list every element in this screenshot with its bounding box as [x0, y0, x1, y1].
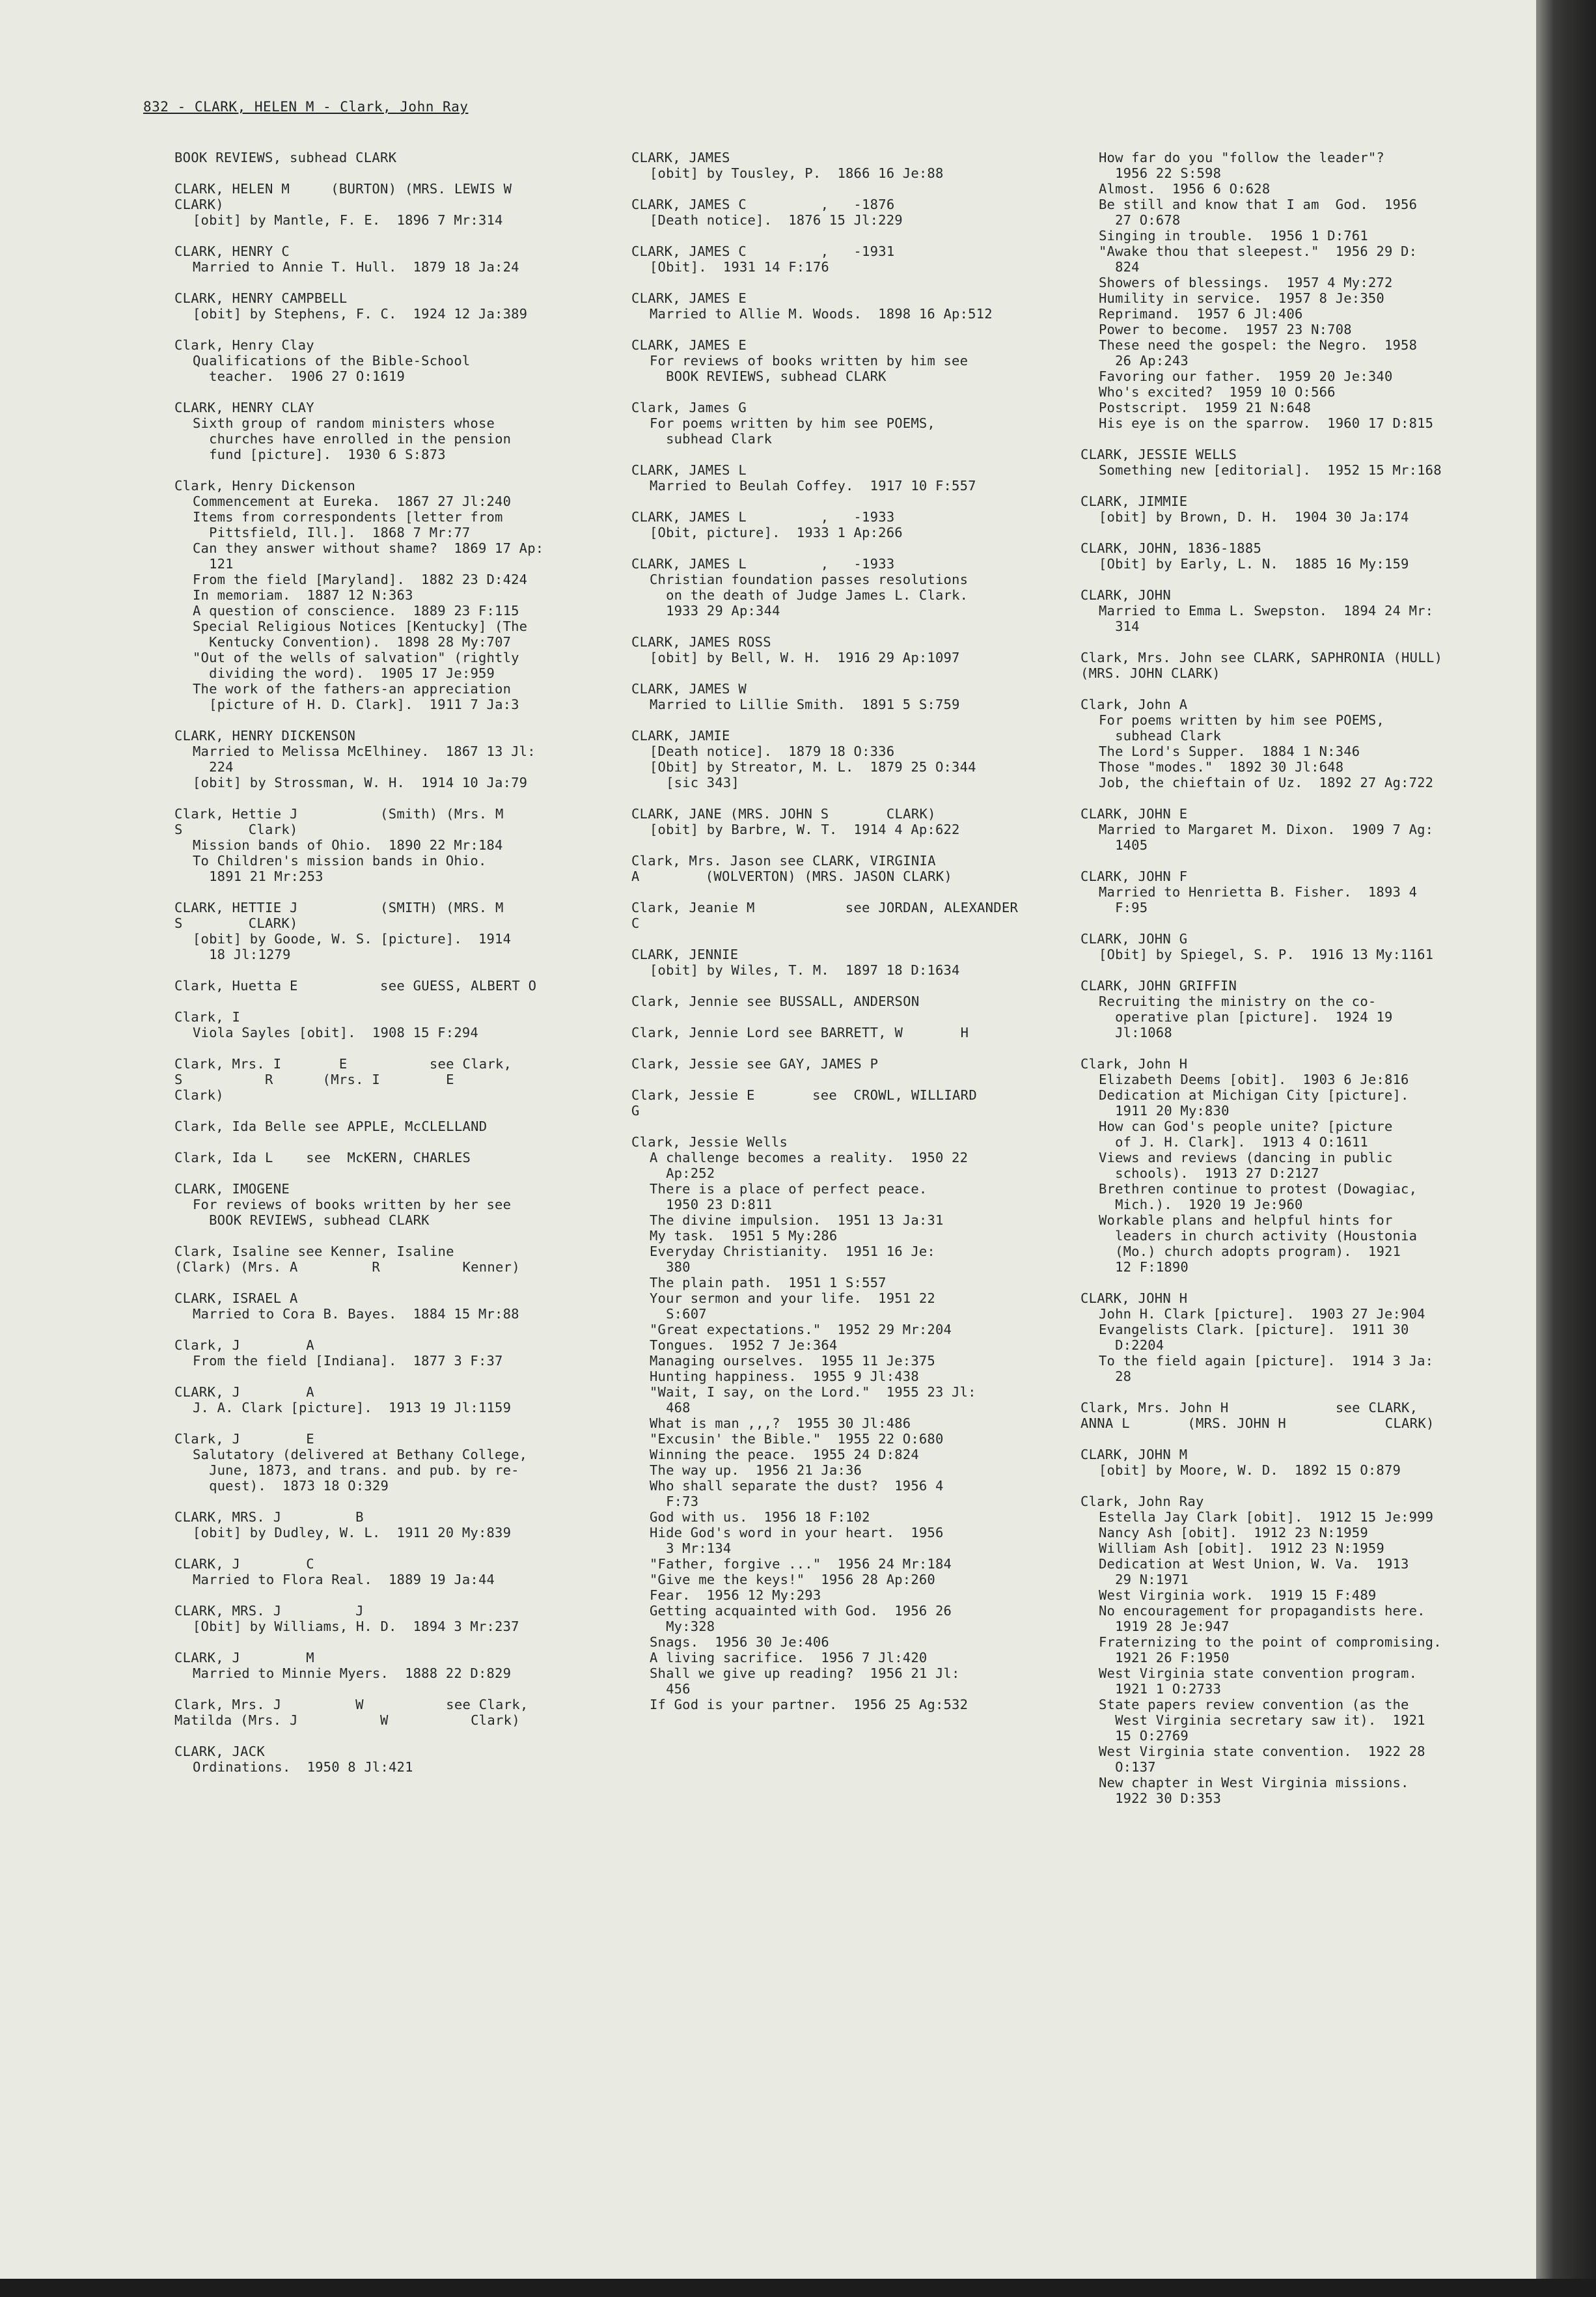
entry-citation: If God is your partner. 1956 25 Ag:532: [650, 1697, 969, 1712]
entry-citation: To Children's mission bands in Ohio. 1891 21 Mr:253: [193, 853, 487, 884]
entry-citation: Dedication at West Union, W. Va. 1913 29 N:1971: [1099, 1556, 1409, 1587]
entry-heading: Clark, I: [174, 1009, 241, 1025]
index-entry: [631, 1025, 1061, 1040]
entry-citation: The plain path. 1951 1 S:557: [650, 1275, 887, 1290]
entry-heading: CLARK, JOHN: [1080, 587, 1172, 603]
index-entry: [1080, 447, 1517, 478]
entry-citation: [obit] by Goode, W. S. [picture]. 1914 18 Jl:1279: [193, 931, 512, 962]
entry-heading: CLARK, J C: [174, 1556, 314, 1572]
index-entry: [631, 1134, 1061, 1712]
index-entry: [1080, 150, 1517, 431]
index-entry: [174, 1056, 604, 1103]
entry-heading: Clark, Jennie see BUSSALL, ANDERSON: [631, 994, 920, 1009]
entry-citation: Snags. 1956 30 Je:406: [650, 1634, 829, 1650]
index-entry: [631, 681, 1061, 712]
entry-heading: CLARK, JAMES C , -1931: [631, 244, 895, 259]
entry-citation: A challenge becomes a reality. 1950 22 Ap:252: [650, 1150, 969, 1181]
index-entry: [1080, 650, 1517, 681]
entry-heading: Clark, James G: [631, 400, 747, 415]
entry-heading: CLARK, JAMES W: [631, 681, 747, 697]
entry-citation: [obit] by Barbre, W. T. 1914 4 Ap:622: [650, 822, 960, 837]
index-entry: [631, 634, 1061, 665]
entry-heading: Clark, John A: [1080, 697, 1188, 712]
entry-citation: Salutatory (delivered at Bethany College, June, 1873, and trans. and pub. by re- quest). 1873 18 O:329: [193, 1447, 528, 1494]
entry-heading: CLARK, J M: [174, 1650, 314, 1665]
entry-heading: CLARK, JAMES C , -1876: [631, 197, 895, 212]
entry-citation: His eye is on the sparrow. 1960 17 D:815: [1099, 415, 1434, 431]
entry-citation: Married to Beulah Coffey. 1917 10 F:557: [650, 478, 976, 494]
entry-heading: Clark, Isaline see Kenner, Isaline (Clark) (Mrs. A R Kenner): [174, 1244, 520, 1275]
index-entry: [1080, 540, 1517, 572]
entry-heading: Clark, Ida Belle see APPLE, McCLELLAND: [174, 1119, 488, 1134]
entry-citation: Reprimand. 1957 6 Jl:406: [1099, 306, 1303, 322]
entry-heading: CLARK, JAMES E: [631, 337, 747, 353]
entry-citation: Commencement at Eureka. 1867 27 Jl:240: [193, 494, 512, 509]
index-entry: [174, 1384, 604, 1415]
entry-citation: For reviews of books written by him see BOOK REVIEWS, subhead CLARK: [650, 353, 969, 384]
entry-heading: Clark, Jessie E see CROWL, WILLIARD G: [631, 1087, 977, 1119]
entry-citation: Recruiting the ministry on the co- operative plan [picture]. 1924 19 Jl:1068: [1099, 994, 1393, 1040]
entry-citation: Christian foundation passes resolutions on the death of Judge James L. Clark. 1933 29 Ap:344: [650, 572, 969, 619]
index-entry: [631, 462, 1061, 494]
entry-citation: West Virginia work. 1919 15 F:489: [1099, 1587, 1377, 1603]
entry-citation: [obit] by Stephens, F. C. 1924 12 Ja:389: [193, 306, 528, 322]
entry-citation: Views and reviews (dancing in public schools). 1913 27 D:2127: [1099, 1150, 1393, 1181]
entry-heading: CLARK, JOHN GRIFFIN: [1080, 978, 1237, 994]
entry-heading: CLARK, JOHN F: [1080, 869, 1188, 884]
entry-citation: Special Religious Notices [Kentucky] (The Kentucky Convention). 1898 28 My:707: [193, 619, 528, 650]
entry-citation: "Give me the keys!" 1956 28 Ap:260: [650, 1572, 935, 1587]
entry-citation: The Lord's Supper. 1884 1 N:346: [1099, 744, 1360, 759]
entry-citation: Those "modes." 1892 30 Jl:648: [1099, 759, 1344, 775]
entry-heading: Clark, Hettie J (Smith) (Mrs. M S Clark): [174, 806, 504, 837]
entry-heading: CLARK, JAMES L , -1933: [631, 509, 895, 525]
entry-citation: [obit] by Dudley, W. L. 1911 20 My:839: [193, 1525, 512, 1540]
entry-heading: CLARK, JOHN M: [1080, 1447, 1188, 1462]
index-entry: [174, 181, 604, 228]
index-entry: [174, 244, 604, 275]
index-entry: [631, 556, 1061, 619]
entry-citation: [obit] by Wiles, T. M. 1897 18 D:1634: [650, 962, 960, 978]
entry-heading: CLARK, J A: [174, 1384, 314, 1400]
entry-heading: CLARK, MRS. J B: [174, 1509, 364, 1525]
entry-citation: "Out of the wells of salvation" (rightly dividing the word). 1905 17 Je:959: [193, 650, 519, 681]
entry-citation: Elizabeth Deems [obit]. 1903 6 Je:816: [1099, 1072, 1409, 1087]
index-entry: [174, 728, 604, 790]
entry-citation: [obit] by Bell, W. H. 1916 29 Ap:1097: [650, 650, 960, 665]
entry-citation: A living sacrifice. 1956 7 Jl:420: [650, 1650, 928, 1665]
index-entry: [174, 1244, 604, 1275]
entry-citation: Ordinations. 1950 8 Jl:421: [193, 1759, 413, 1775]
entry-citation: Hide God's word in your heart. 1956 3 Mr:134: [650, 1525, 944, 1556]
entry-citation: There is a place of perfect peace. 1950 23 D:811: [650, 1181, 928, 1212]
entry-citation: Nancy Ash [obit]. 1912 23 N:1959: [1099, 1525, 1368, 1540]
entry-heading: Clark, Henry Clay: [174, 337, 314, 353]
entry-citation: [Obit] by Spiegel, S. P. 1916 13 My:1161: [1099, 947, 1434, 962]
entry-citation: "Awake thou that sleepest." 1956 29 D: 824: [1099, 244, 1418, 275]
entry-citation: [Death notice]. 1879 18 O:336: [650, 744, 895, 759]
entry-citation: Married to Melissa McElhiney. 1867 13 Jl: 224: [193, 744, 536, 775]
index-entry: [174, 1431, 604, 1494]
index-column-1: [174, 150, 604, 1790]
entry-citation: [obit] by Tousley, P. 1866 16 Je:88: [650, 165, 944, 181]
entry-citation: For poems written by him see POEMS, subhead Clark: [1099, 712, 1384, 744]
entry-heading: CLARK, JACK: [174, 1744, 266, 1759]
entry-citation: God with us. 1956 18 F:102: [650, 1509, 870, 1525]
entry-citation: [Obit] by Streator, M. L. 1879 25 O:344 [sic 343]: [650, 759, 976, 790]
entry-heading: CLARK, JESSIE WELLS: [1080, 447, 1237, 462]
entry-citation: [Obit, picture]. 1933 1 Ap:266: [650, 525, 903, 540]
entry-citation: Married to Allie M. Woods. 1898 16 Ap:512: [650, 306, 993, 322]
entry-citation: Shall we give up reading? 1956 21 Jl: 456: [650, 1665, 960, 1697]
index-entry: [174, 978, 604, 994]
index-entry: [1080, 587, 1517, 634]
entry-heading: CLARK, JANE (MRS. JOHN S CLARK): [631, 806, 936, 822]
index-entry: [1080, 494, 1517, 525]
entry-citation: "Father, forgive ..." 1956 24 Mr:184: [650, 1556, 952, 1572]
entry-citation: Managing ourselves. 1955 11 Je:375: [650, 1353, 935, 1369]
entry-citation: Postscript. 1959 21 N:648: [1099, 400, 1312, 415]
index-entry: [174, 1744, 604, 1775]
entry-heading: CLARK, JAMES ROSS: [631, 634, 771, 650]
index-entry: [631, 337, 1061, 384]
entry-citation: Winning the peace. 1955 24 D:824: [650, 1447, 919, 1462]
entry-heading: CLARK, JENNIE: [631, 947, 739, 962]
entry-citation: Married to Minnie Myers. 1888 22 D:829: [193, 1665, 512, 1681]
entry-citation: Evangelists Clark. [picture]. 1911 30 D:2204: [1099, 1322, 1409, 1353]
entry-citation: Married to Emma L. Swepston. 1894 24 Mr: 314: [1099, 603, 1434, 634]
entry-citation: Estella Jay Clark [obit]. 1912 15 Je:999: [1099, 1509, 1434, 1525]
entry-citation: West Virginia state convention. 1922 28 O:137: [1099, 1744, 1425, 1775]
entry-citation: Job, the chieftain of Uz. 1892 27 Ag:722: [1099, 775, 1434, 790]
index-entry: [631, 1056, 1061, 1072]
entry-heading: CLARK, HELEN M (BURTON) (MRS. LEWIS W CLARK): [174, 181, 512, 212]
index-entry: [1080, 806, 1517, 853]
index-entry: [174, 1603, 604, 1634]
entry-citation: Humility in service. 1957 8 Je:350: [1099, 290, 1384, 306]
entry-citation: [obit] by Mantle, F. E. 1896 7 Mr:314: [193, 212, 503, 228]
entry-citation: Who's excited? 1959 10 O:566: [1099, 384, 1336, 400]
index-entry: [631, 400, 1061, 447]
index-entry: [174, 1337, 604, 1369]
index-column-3: [1080, 150, 1517, 1822]
entry-citation: Sixth group of random ministers whose churches have enrolled in the pension fund [picture]. 1930 6 S:873: [193, 415, 512, 462]
index-entry: [174, 1697, 604, 1728]
entry-citation: [obit] by Moore, W. D. 1892 15 O:879: [1099, 1462, 1401, 1478]
entry-heading: Clark, Jeanie M see JORDAN, ALEXANDER C: [631, 900, 1019, 931]
entry-heading: CLARK, ISRAEL A: [174, 1290, 298, 1306]
entry-heading: CLARK, JOHN E: [1080, 806, 1188, 822]
entry-heading: BOOK REVIEWS, subhead CLARK: [174, 150, 397, 165]
entry-citation: The divine impulsion. 1951 13 Ja:31: [650, 1212, 944, 1228]
entry-heading: CLARK, JIMMIE: [1080, 494, 1188, 509]
entry-citation: For reviews of books written by her see BOOK REVIEWS, subhead CLARK: [193, 1197, 512, 1228]
entry-citation: Almost. 1956 6 O:628: [1099, 181, 1271, 197]
index-entry: [174, 337, 604, 384]
entry-citation: Items from correspondents [letter from Pittsfield, Ill.]. 1868 7 Mr:77: [193, 509, 503, 540]
entry-citation: [Death notice]. 1876 15 Jl:229: [650, 212, 903, 228]
entry-citation: Be still and know that I am God. 1956 27 O:678: [1099, 197, 1418, 228]
entry-heading: Clark, John Ray: [1080, 1494, 1204, 1509]
index-entry: [1080, 1494, 1517, 1806]
entry-citation: Showers of blessings. 1957 4 My:272: [1099, 275, 1393, 290]
entry-heading: CLARK, JOHN, 1836-1885: [1080, 540, 1262, 556]
index-entry: [631, 1087, 1061, 1119]
entry-heading: Clark, Jessie see GAY, JAMES P: [631, 1056, 879, 1072]
entry-heading: Clark, Ida L see McKERN, CHARLES: [174, 1150, 471, 1165]
entry-citation: A question of conscience. 1889 23 F:115: [193, 603, 519, 619]
entry-citation: The work of the fathers-an appreciation [picture of H. D. Clark]. 1911 7 Ja:3: [193, 681, 519, 712]
index-entry: [174, 1009, 604, 1040]
index-entry: [1080, 1056, 1517, 1275]
entry-citation: Your sermon and your life. 1951 22 S:607: [650, 1290, 935, 1322]
entry-heading: Clark, J A: [174, 1337, 314, 1353]
entry-citation: Married to Lillie Smith. 1891 5 S:759: [650, 697, 960, 712]
index-entry: [174, 290, 604, 322]
entry-citation: From the field [Indiana]. 1877 3 F:37: [193, 1353, 503, 1369]
index-entry: [174, 1556, 604, 1587]
index-entry: [174, 806, 604, 884]
index-entry: [631, 853, 1061, 884]
entry-citation: Favoring our father. 1959 20 Je:340: [1099, 369, 1393, 384]
index-entry: [174, 150, 604, 165]
index-entry: [174, 1150, 604, 1165]
entry-citation: State papers review convention (as the West Virginia secretary saw it). 1921 15 O:2769: [1099, 1697, 1425, 1744]
index-entry: [631, 150, 1061, 181]
entry-citation: From the field [Maryland]. 1882 23 D:424: [193, 572, 528, 587]
scanner-bottom-band: [0, 2279, 1596, 2297]
entry-heading: Clark, Mrs. I E see Clark, S R (Mrs. I E Clark): [174, 1056, 512, 1103]
entry-heading: Clark, Jessie Wells: [631, 1134, 788, 1150]
entry-citation: Married to Flora Real. 1889 19 Ja:44: [193, 1572, 495, 1587]
entry-heading: CLARK, HENRY C: [174, 244, 290, 259]
entry-citation: My task. 1951 5 My:286: [650, 1228, 838, 1244]
entry-citation: [obit] by Brown, D. H. 1904 30 Ja:174: [1099, 509, 1409, 525]
index-entry: [631, 806, 1061, 837]
entry-citation: How far do you "follow the leader"? 1956 22 S:598: [1099, 150, 1384, 181]
entry-citation: Married to Henrietta B. Fisher. 1893 4 F:95: [1099, 884, 1418, 915]
entry-heading: Clark, John H: [1080, 1056, 1188, 1072]
index-entry: [1080, 1447, 1517, 1478]
entry-citation: Can they answer without shame? 1869 17 Ap: 121: [193, 540, 544, 572]
index-column-2: [631, 150, 1061, 1728]
entry-heading: CLARK, JAMES L: [631, 462, 747, 478]
index-entry: [631, 244, 1061, 275]
entry-heading: CLARK, MRS. J J: [174, 1603, 364, 1619]
entry-citation: Brethren continue to protest (Dowagiac, Mich.). 1920 19 Je:960: [1099, 1181, 1418, 1212]
entry-heading: CLARK, JAMES: [631, 150, 730, 165]
entry-citation: "Excusin' the Bible." 1955 22 O:680: [650, 1431, 944, 1447]
entry-citation: Married to Cora B. Bayes. 1884 15 Mr:88: [193, 1306, 519, 1322]
entry-citation: Viola Sayles [obit]. 1908 15 F:294: [193, 1025, 478, 1040]
entry-citation: Power to become. 1957 23 N:708: [1099, 322, 1352, 337]
entry-heading: Clark, Mrs. Jason see CLARK, VIRGINIA A (WOLVERTON) (MRS. JASON CLARK): [631, 853, 953, 884]
index-entry: [1080, 1400, 1517, 1431]
page-header: 832 - CLARK, HELEN M - Clark, John Ray: [143, 99, 469, 115]
entry-citation: Getting acquainted with God. 1956 26 My:328: [650, 1603, 952, 1634]
entry-citation: West Virginia state convention program. 1921 1 O:2733: [1099, 1665, 1418, 1697]
entry-heading: CLARK, HENRY CLAY: [174, 400, 314, 415]
index-entry: [631, 947, 1061, 978]
entry-citation: Workable plans and helpful hints for leaders in church activity (Houstonia (Mo.) church adopts program). 1921 12 F:1890: [1099, 1212, 1418, 1275]
entry-citation: New chapter in West Virginia missions. 1922 30 D:353: [1099, 1775, 1409, 1806]
entry-citation: Something new [editorial]. 1952 15 Mr:168: [1099, 462, 1442, 478]
index-entry: [174, 1650, 604, 1681]
entry-citation: Tongues. 1952 7 Je:364: [650, 1337, 838, 1353]
entry-heading: CLARK, JOHN G: [1080, 931, 1188, 947]
entry-citation: Who shall separate the dust? 1956 4 F:73: [650, 1478, 944, 1509]
entry-citation: "Wait, I say, on the Lord." 1955 23 Jl: 468: [650, 1384, 976, 1415]
index-entry: [174, 1119, 604, 1134]
entry-citation: [Obit] by Early, L. N. 1885 16 My:159: [1099, 556, 1409, 572]
index-entry: [1080, 931, 1517, 962]
entry-citation: Dedication at Michigan City [picture]. 1911 20 My:830: [1099, 1087, 1409, 1119]
entry-heading: CLARK, HENRY CAMPBELL: [174, 290, 348, 306]
entry-heading: CLARK, IMOGENE: [174, 1181, 290, 1197]
index-entry: [1080, 1290, 1517, 1384]
entry-citation: Married to Annie T. Hull. 1879 18 Ja:24: [193, 259, 519, 275]
index-entry: [631, 290, 1061, 322]
entry-citation: Fear. 1956 12 My:293: [650, 1587, 821, 1603]
entry-citation: William Ash [obit]. 1912 23 N:1959: [1099, 1540, 1384, 1556]
index-entry: [631, 197, 1061, 228]
entry-citation: Qualifications of the Bible-School teacher. 1906 27 O:1619: [193, 353, 471, 384]
index-entry: [174, 478, 604, 712]
entry-citation: How can God's people unite? [picture of J. H. Clark]. 1913 4 O:1611: [1099, 1119, 1393, 1150]
entry-citation: J. A. Clark [picture]. 1913 19 Jl:1159: [193, 1400, 512, 1415]
entry-citation: These need the gospel: the Negro. 1958 26 Ap:243: [1099, 337, 1418, 369]
entry-heading: Clark, Mrs. J W see Clark, Matilda (Mrs. J W Clark): [174, 1697, 529, 1728]
entry-citation: Everyday Christianity. 1951 16 Je: 380: [650, 1244, 935, 1275]
entry-citation: The way up. 1956 21 Ja:36: [650, 1462, 862, 1478]
index-entry: [174, 1181, 604, 1228]
entry-heading: CLARK, JAMES E: [631, 290, 747, 306]
entry-heading: CLARK, JAMES L , -1933: [631, 556, 895, 572]
entry-heading: Clark, J E: [174, 1431, 314, 1447]
entry-citation: Married to Margaret M. Dixon. 1909 7 Ag: 1405: [1099, 822, 1434, 853]
entry-citation: Singing in trouble. 1956 1 D:761: [1099, 228, 1368, 244]
page-edge-shadow: [1536, 0, 1596, 2297]
entry-heading: Clark, Mrs. John H see CLARK, ANNA L (MRS. JOHN H CLARK): [1080, 1400, 1435, 1431]
index-entry: [174, 400, 604, 462]
index-entry: [174, 1509, 604, 1540]
index-entry: [1080, 697, 1517, 790]
entry-citation: What is man ,,,? 1955 30 Jl:486: [650, 1415, 911, 1431]
index-entry: [1080, 978, 1517, 1040]
entry-heading: Clark, Huetta E see GUESS, ALBERT O: [174, 978, 537, 994]
entry-citation: "Great expectations." 1952 29 Mr:204: [650, 1322, 952, 1337]
entry-citation: John H. Clark [picture]. 1903 27 Je:904: [1099, 1306, 1425, 1322]
entry-citation: Hunting happiness. 1955 9 Jl:438: [650, 1369, 919, 1384]
index-entry: [1080, 869, 1517, 915]
index-entry: [631, 728, 1061, 790]
entry-citation: [obit] by Strossman, W. H. 1914 10 Ja:79: [193, 775, 528, 790]
entry-heading: Clark, Jennie Lord see BARRETT, W H: [631, 1025, 969, 1040]
entry-citation: [Obit] by Williams, H. D. 1894 3 Mr:237: [193, 1619, 519, 1634]
entry-citation: Mission bands of Ohio. 1890 22 Mr:184: [193, 837, 503, 853]
index-entry: [174, 1290, 604, 1322]
entry-heading: CLARK, JOHN H: [1080, 1290, 1188, 1306]
entry-citation: For poems written by him see POEMS, subhead Clark: [650, 415, 935, 447]
index-entry: [631, 509, 1061, 540]
entry-citation: [Obit]. 1931 14 F:176: [650, 259, 829, 275]
entry-citation: Fraternizing to the point of compromising. 1921 26 F:1950: [1099, 1634, 1442, 1665]
entry-citation: No encouragement for propagandists here. 1919 28 Je:947: [1099, 1603, 1425, 1634]
entry-heading: Clark, Henry Dickenson: [174, 478, 356, 494]
entry-heading: CLARK, HENRY DICKENSON: [174, 728, 356, 744]
entry-heading: CLARK, JAMIE: [631, 728, 730, 744]
index-entry: [631, 994, 1061, 1009]
entry-citation: To the field again [picture]. 1914 3 Ja: 28: [1099, 1353, 1434, 1384]
entry-heading: CLARK, HETTIE J (SMITH) (MRS. M S CLARK): [174, 900, 504, 931]
entry-heading: Clark, Mrs. John see CLARK, SAPHRONIA (HULL) (MRS. JOHN CLARK): [1080, 650, 1443, 681]
index-entry: [631, 900, 1061, 931]
index-entry: [174, 900, 604, 962]
entry-citation: In memoriam. 1887 12 N:363: [193, 587, 413, 603]
